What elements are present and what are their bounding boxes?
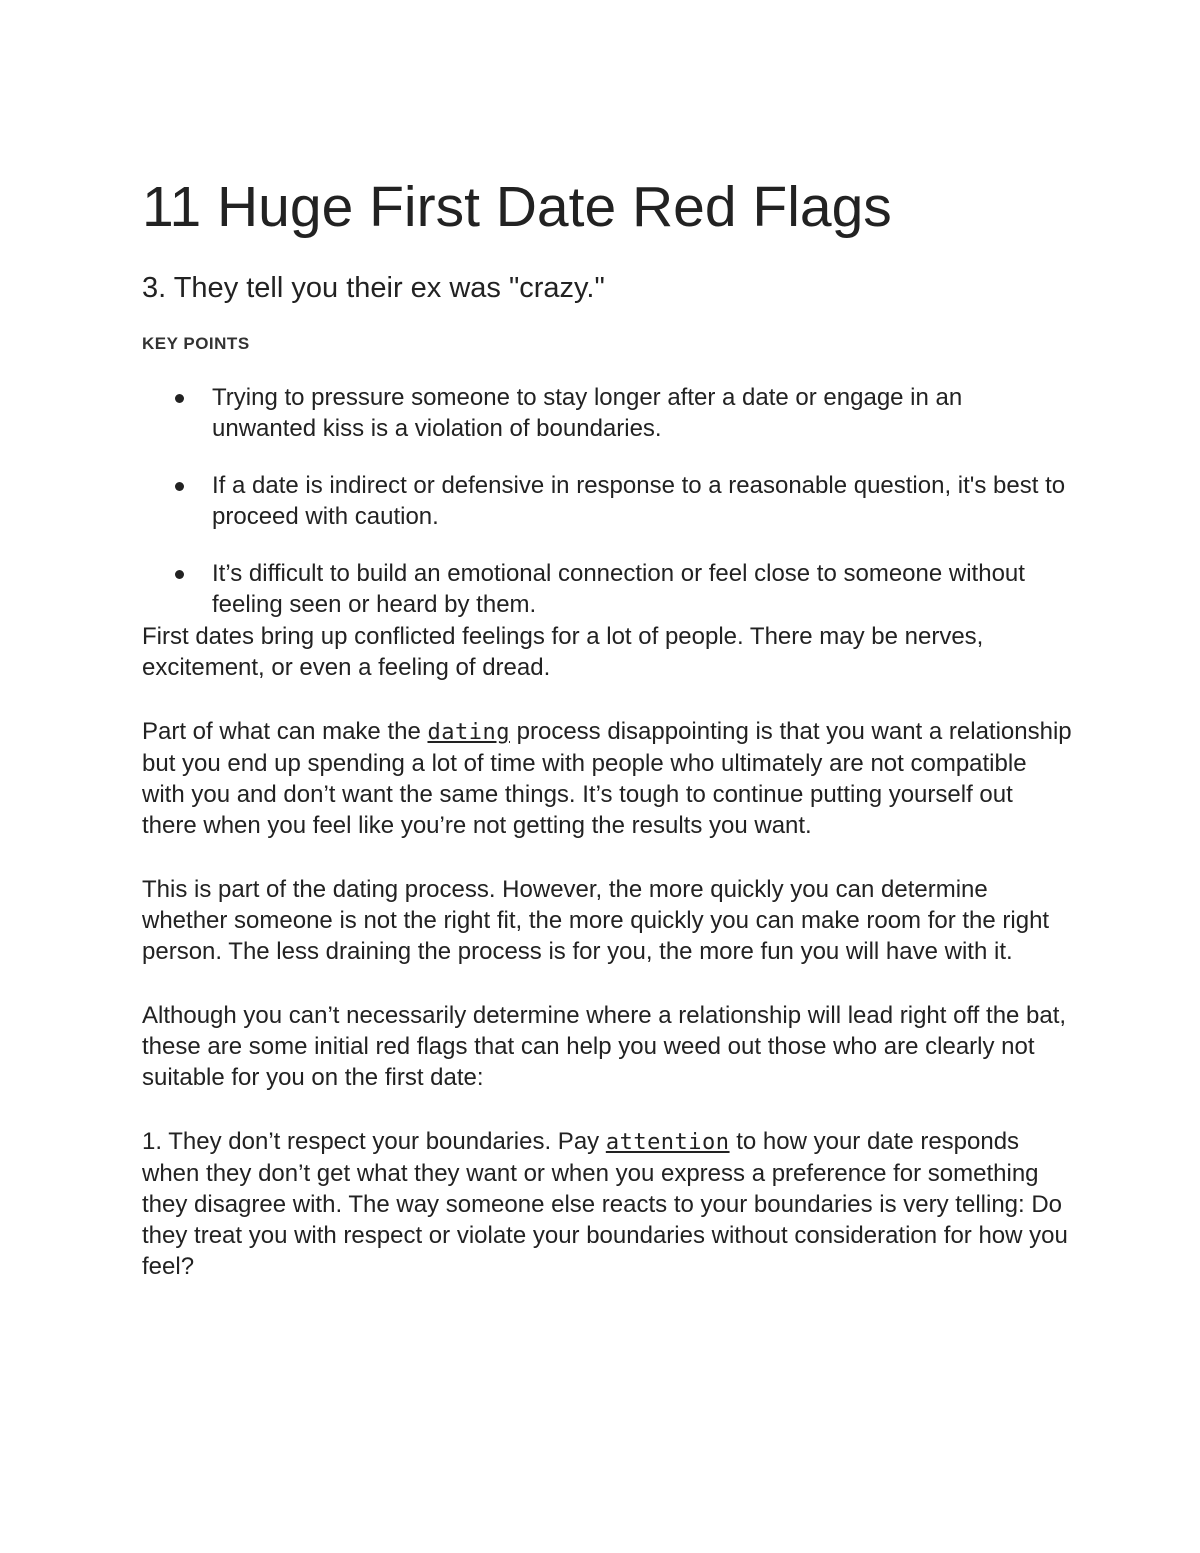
paragraph-red-flags-intro: Although you can’t necessarily determine where a relationship will lead right off the bat, these are some initial red flags that can help you weed out those who are clearly not suitable for you on the first date: — [142, 1002, 1067, 1091]
bullet-icon — [175, 394, 184, 403]
paragraph-text: to how your date responds when they don’t get what they want or when you express a preference for something they disagree with. The way someone else reacts to your boundaries is very telling: Do they treat you with respect or violate your boundaries without consideration for how you feel? — [142, 1128, 1068, 1280]
attention-link[interactable]: attention — [605, 1130, 730, 1155]
key-point-item — [142, 382, 1072, 444]
bullet-icon — [175, 482, 184, 491]
dating-link[interactable]: dating — [427, 720, 510, 745]
body-text — [142, 621, 1072, 1315]
document-title: 11 Huge First Date Red Flags — [142, 175, 892, 239]
paragraph-boundaries — [142, 1126, 1072, 1282]
key-point-item — [142, 470, 1072, 532]
bullet-icon — [175, 570, 184, 579]
paragraph-text: process disappointing is that you want a relationship but you end up spending a lot of time with people who ultimately are not compatible with you and don’t want the same things. It’s tough to continue putting yourself out there when you feel like you’re not getting the results you want. — [142, 718, 1072, 839]
section-heading: 3. They tell you their ex was "crazy." — [142, 272, 605, 304]
paragraph-text: 1. They don’t respect your boundaries. Pay — [142, 1128, 606, 1155]
key-point-text: Trying to pressure someone to stay longer after a date or engage in an unwanted kiss is a violation of boundaries. — [212, 384, 963, 442]
paragraph-intro: First dates bring up conflicted feelings for a lot of people. There may be nerves, excitement, or even a feeling of dread. — [142, 623, 984, 681]
paragraph-right-fit: This is part of the dating process. However, the more quickly you can determine whether someone is not the right fit, the more quickly you can make room for the right person. The less draining the process is for you, the more fun you will have with it. — [142, 876, 1050, 965]
key-points-list — [142, 382, 1072, 620]
key-point-text: It’s difficult to build an emotional connection or feel close to someone without feeling seen or heard by them. — [212, 560, 1025, 618]
key-point-text: If a date is indirect or defensive in response to a reasonable question, it's best to proceed with caution. — [212, 472, 1066, 530]
paragraph-text: Part of what can make the — [142, 718, 428, 745]
key-points-label: KEY POINTS — [142, 334, 250, 353]
paragraph-dating-process — [142, 716, 1072, 841]
key-point-item — [142, 558, 1072, 620]
